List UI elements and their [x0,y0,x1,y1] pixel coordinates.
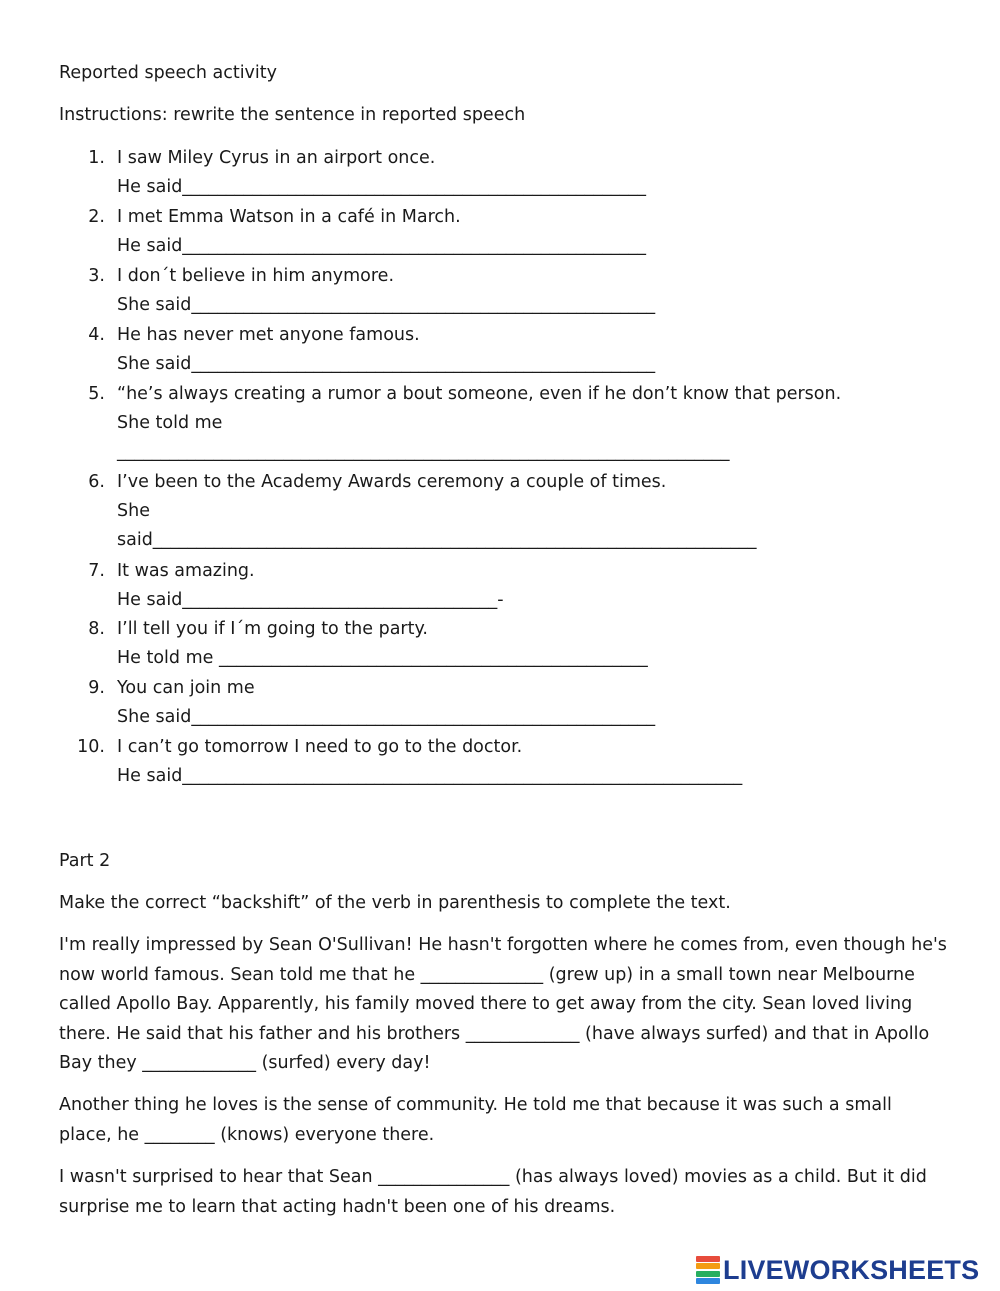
item-sentence: You can join me [117,678,255,698]
item-sentence: I’ve been to the Academy Awards ceremony a couple of times. [117,472,667,492]
answer-line[interactable]: ______________________________________________________________________ [117,442,730,462]
answer-line[interactable]: He said________________________________________________________________ [117,766,743,786]
answer-line[interactable]: He said_____________________________________________________ [117,177,647,197]
item-sentence: “he’s always creating a rumor a bout someone, even if he don’t know that person. [117,384,842,404]
item-number: 10. [77,737,105,757]
item-number: 4. [88,325,105,345]
answer-line[interactable]: He said____________________________________- [117,590,504,610]
part2-paragraph: I wasn't surprised to hear that Sean _______________ (has always loved) movies as a child. But it did surprise me to learn that acting hadn't been one of his dreams. [59,1167,927,1217]
part2-paragraph: Another thing he loves is the sense of community. He told me that because it was such a small place, he ________ (knows) everyone there. [59,1095,892,1145]
liveworksheets-logo [696,1254,979,1286]
item-sentence: I saw Miley Cyrus in an airport once. [117,148,436,168]
logo-bar [696,1263,720,1269]
item-number: 8. [88,619,105,639]
answer-line[interactable]: said_____________________________________________________________________ [117,530,757,550]
logo-bar [696,1278,720,1284]
item-number: 7. [88,561,105,581]
logo-bar [696,1256,720,1262]
part2-heading: Part 2 [59,851,111,871]
item-sentence: I can’t go tomorrow I need to go to the doctor. [117,737,523,757]
answer-prompt: She [117,501,150,521]
item-number: 5. [88,384,105,404]
item-number: 1. [88,148,105,168]
answer-line[interactable]: She said_____________________________________________________ [117,707,656,727]
answer-line[interactable]: She said_____________________________________________________ [117,354,656,374]
answer-line[interactable]: He told me _________________________________________________ [117,648,648,668]
instructions: Instructions: rewrite the sentence in reported speech [59,105,526,125]
part2-instruction: Make the correct “backshift” of the verb in parenthesis to complete the text. [59,893,731,913]
item-number: 9. [88,678,105,698]
item-sentence: It was amazing. [117,561,255,581]
answer-prompt: She told me [117,413,223,433]
item-sentence: I met Emma Watson in a café in March. [117,207,461,227]
logo-bar [696,1271,720,1277]
item-sentence: I don´t believe in him anymore. [117,266,395,286]
item-sentence: I’ll tell you if I´m going to the party. [117,619,428,639]
logo-text: LIVEWORKSHEETS [723,1254,980,1285]
item-number: 3. [88,266,105,286]
item-sentence: He has never met anyone famous. [117,325,420,345]
item-number: 2. [88,207,105,227]
item-number: 6. [88,472,105,492]
answer-line[interactable]: She said_____________________________________________________ [117,295,656,315]
worksheet-title: Reported speech activity [59,63,277,83]
answer-line[interactable]: He said_____________________________________________________ [117,236,647,256]
liveworksheets-logo-icon [696,1256,720,1284]
part2-paragraph: I'm really impressed by Sean O'Sullivan! He hasn't forgotten where he comes from, even though he's now world famous. Sean told me that he ______________ (grew up) in a small town near Melbourne called Apollo Bay. Apparently, his family moved there to get away from the city. Sean loved living there. He said that his father and his brothers _____________ (have always surfed) and that in Apollo Bay they _____________ (surfed) every day! [59,935,947,1073]
